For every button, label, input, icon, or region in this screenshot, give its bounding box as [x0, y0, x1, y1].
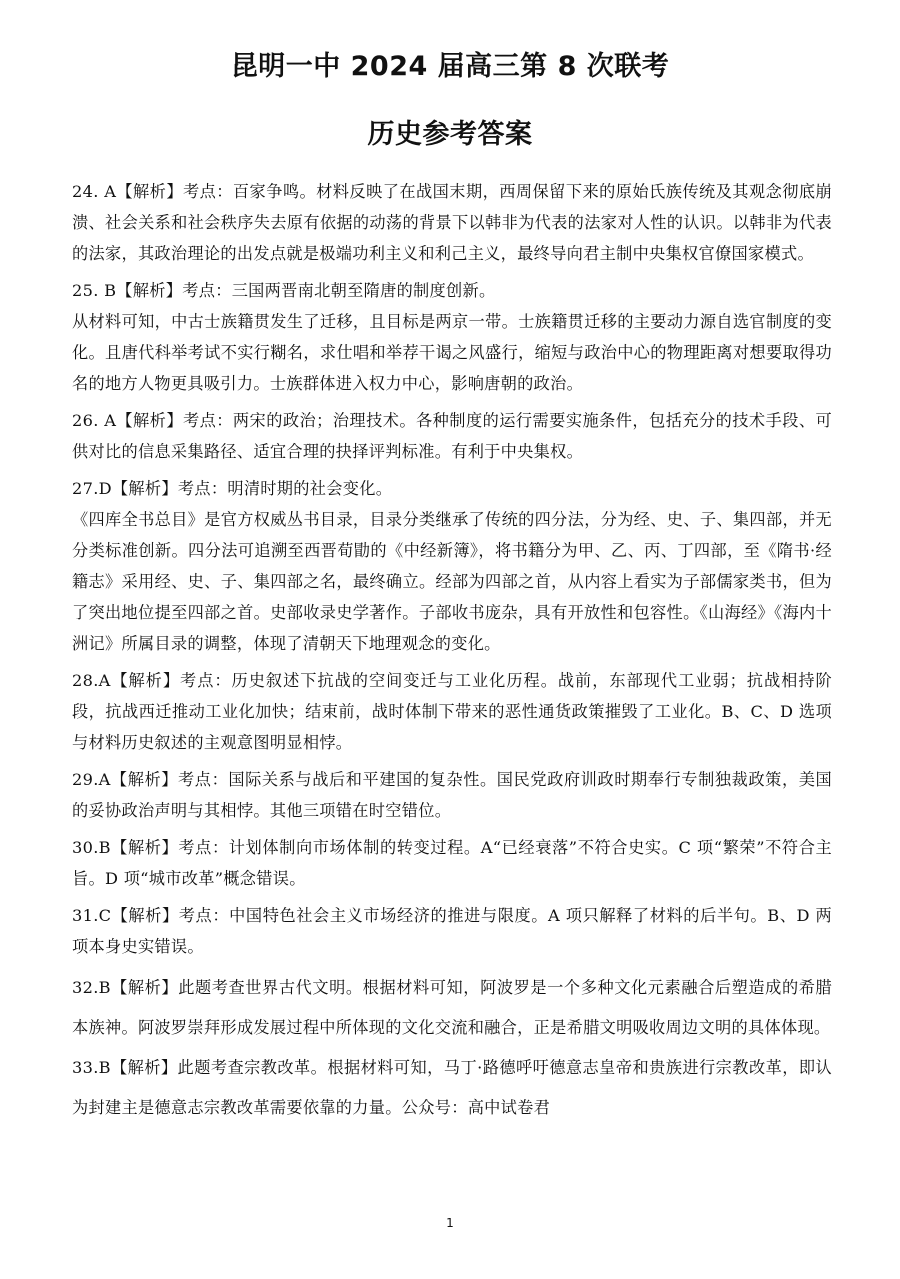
answer-26: 26. A【解析】考点：两宋的政治；治理技术。各种制度的运行需要实施条件，包括充分的技术手段、可供对比的信息采集路径、适宜合理的抉择评判标准。有利于中央集权。: [72, 411, 832, 461]
answer-25-heading: 25. B【解析】考点：三国两晋南北朝至隋唐的制度创新。: [72, 281, 496, 300]
answer-33: 33.B【解析】此题考查宗教改革。根据材料可知，马丁·路德呼吁德意志皇帝和贵族进行宗教改革，即认为封建主是德意志宗教改革需要依靠的力量。公众号：高中试卷君: [72, 1058, 832, 1117]
answer-24: 24. A【解析】考点：百家争鸣。材料反映了在战国末期，西周保留下来的原始氏族传统及其观念彻底崩溃、社会关系和社会秩序失去原有依据的动荡的背景下以韩非为代表的法家对人性的认识。以韩非为代表的法家，其政治理论的出发点就是极端功利主义和利己主义，最终导向君主制中央集权官僚国家模式。: [72, 182, 832, 263]
answer-body: [72, 176, 832, 1128]
answer-28: 28.A【解析】考点：历史叙述下抗战的空间变迁与工业化历程。战前，东部现代工业弱；抗战相持阶段，抗战西迁推动工业化加快；结束前，战时体制下带来的恶性通货政策摧毁了工业化。B、C、D 选项与材料历史叙述的主观意图明显相悖。: [72, 671, 832, 752]
answer-27-detail: 《四库全书总目》是官方权威丛书目录，目录分类继承了传统的四分法，分为经、史、子、集四部，并无分类标准创新。四分法可追溯至西晋荀勖的《中经新簿》，将书籍分为甲、乙、丙、丁四部，至《隋书·经籍志》采用经、史、子、集四部之名，最终确立。经部为四部之首，从内容上看实为子部儒家类书，但为了突出地位提至四部之首。史部收录史学著作。子部收书庞杂，具有开放性和包容性。《山海经》《海内十洲记》所属目录的调整，体现了清朝天下地理观念的变化。: [72, 510, 832, 653]
page-number: 1: [446, 1216, 454, 1230]
answer-32: 32.B【解析】此题考查世界古代文明。根据材料可知，阿波罗是一个多种文化元素融合后塑造成的希腊本族神。阿波罗崇拜形成发展过程中所体现的文化交流和融合，正是希腊文明吸收周边文明的具体体现。: [72, 978, 832, 1037]
answer-27-heading: 27.D【解析】考点：明清时期的社会变化。: [72, 479, 393, 498]
document-subtitle: 历史参考答案: [367, 119, 533, 150]
answer-25-detail: 从材料可知，中古士族籍贯发生了迁移，且目标是两京一带。士族籍贯迁移的主要动力源自选官制度的变化。且唐代科举考试不实行糊名，求仕唱和举荐干谒之风盛行，缩短与政治中心的物理距离对想要取得功名的地方人物更具吸引力。士族群体进入权力中心，影响唐朝的政治。: [72, 312, 832, 393]
answer-29: 29.A【解析】考点：国际关系与战后和平建国的复杂性。国民党政府训政时期奉行专制独裁政策，美国的妥协政治声明与其相悖。其他三项错在时空错位。: [72, 770, 832, 820]
answer-30: 30.B【解析】考点：计划体制向市场体制的转变过程。A“已经衰落”不符合史实。C 项“繁荣”不符合主旨。D 项“城市改革”概念错误。: [72, 838, 832, 888]
document-title: 昆明一中 2024 届高三第 8 次联考: [230, 51, 670, 82]
answer-31: 31.C【解析】考点：中国特色社会主义市场经济的推进与限度。A 项只解释了材料的后半句。B、D 两项本身史实错误。: [72, 906, 832, 956]
